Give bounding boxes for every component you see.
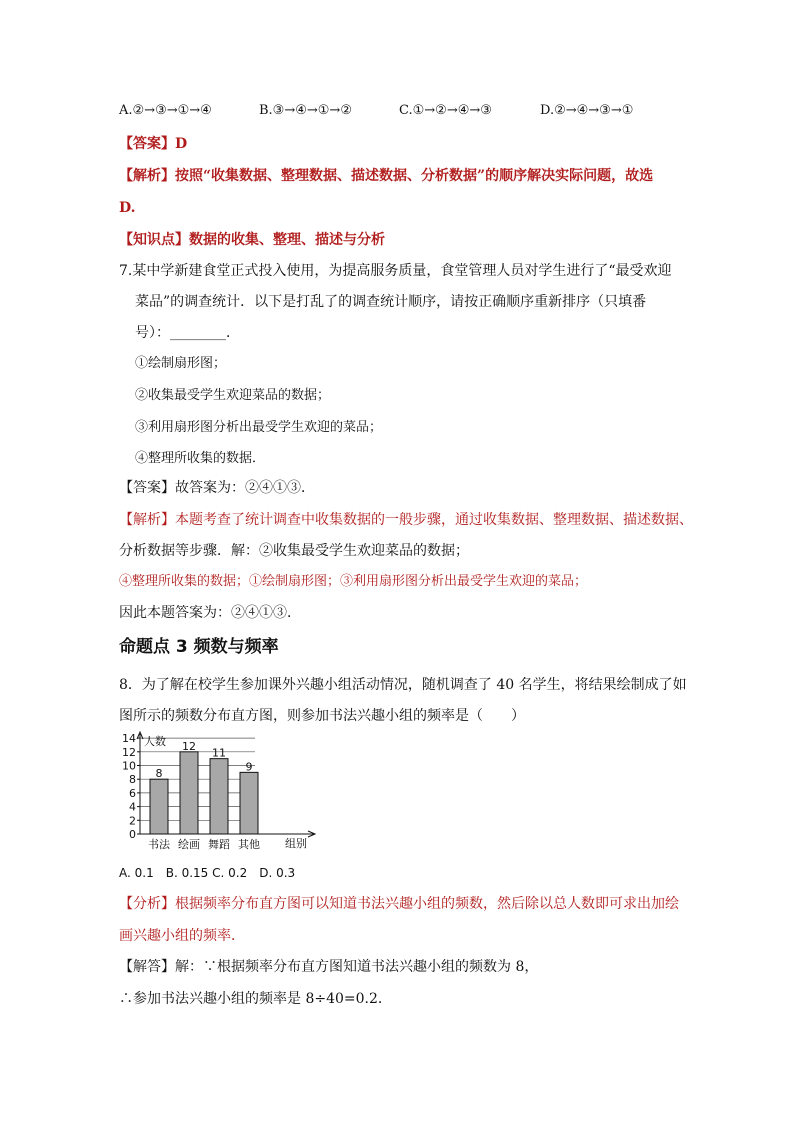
data-label: 12 [182, 739, 196, 753]
y-tick-label: 12 [122, 745, 136, 759]
q8-options: A. 0.1 B. 0.15 C. 0.2 D. 0.3 [119, 866, 296, 880]
y-tick-label: 2 [129, 814, 136, 828]
q6-analysis-line2: D. [119, 200, 136, 216]
x-axis-label: 组别 [285, 837, 307, 850]
data-label: 11 [212, 746, 226, 760]
category-label: 其他 [238, 838, 260, 851]
q8-stem-line1: 8．为了解在校学生参加课外兴趣小组活动情况，随机调查了 40 名学生，将结果绘制成了如 [119, 677, 687, 693]
option-c: C.①→②→④→③ [399, 103, 492, 118]
bar-绘画 [180, 752, 198, 834]
bar-书法 [150, 779, 168, 834]
q8-solution-line1: 【解答】解：∵根据频率分布直方图知道书法兴趣小组的频数为 8， [119, 959, 539, 975]
data-label: 8 [155, 767, 163, 781]
q6-analysis-line1: 【解析】按照“收集数据、整理数据、描述数据、分析数据”的顺序解决实际问题，故选 [119, 168, 654, 184]
q6-answer: 【答案】D [119, 136, 188, 152]
q6-knowledge: 【知识点】数据的收集、整理、描述与分析 [119, 232, 385, 248]
option-d: D.②→④→③→① [540, 103, 634, 118]
y-tick-label: 6 [129, 786, 136, 800]
y-tick-label: 4 [129, 800, 136, 814]
category-label: 书法 [148, 838, 170, 851]
q7-step-2: ②收集最受学生欢迎菜品的数据； [135, 388, 331, 403]
section-title: 命题点 3 频数与频率 [119, 637, 279, 657]
q7-stem-line1: 7.某中学新建食堂正式投入使用，为提高服务质量，食堂管理人员对学生进行了“最受欢迎 [119, 263, 672, 279]
y-tick-label: 0 [129, 828, 136, 841]
q8-stem-line2: 图所示的频数分布直方图，则参加书法兴趣小组的频率是（ ） [119, 708, 525, 724]
category-label: 舞蹈 [208, 838, 230, 851]
q7-step-4: ④整理所收集的数据． [135, 451, 266, 466]
bar-舞蹈 [210, 759, 228, 834]
q7-analysis-line2: 分析数据等步骤．解：②收集最受学生欢迎菜品的数据； [119, 543, 469, 559]
q8-analysis-line1: 【分析】根据频率分布直方图可以知道书法兴趣小组的频数，然后除以总人数即可求出加绘 [119, 896, 679, 912]
y-tick-label: 10 [122, 759, 136, 773]
y-tick-label: 8 [129, 773, 136, 787]
option-a: A.②→③→①→④ [119, 103, 212, 118]
q7-stem-line2: 菜品”的调查统计．以下是打乱了的调查统计顺序，请按正确顺序重新排序（只填番 [135, 294, 647, 310]
q7-analysis-line1: 【解析】本题考查了统计调查中收集数据的一般步骤，通过收集数据、整理数据、描述数据、 [119, 512, 693, 528]
q7-answer: 【答案】故答案为：②④①③． [119, 480, 315, 496]
q7-step-1: ①绘制扇形图； [135, 356, 227, 371]
option-b: B.③→④→①→② [259, 103, 352, 118]
category-label: 绘画 [178, 838, 200, 851]
y-tick-label: 14 [122, 732, 136, 746]
q8-analysis-line2: 画兴趣小组的频率． [119, 928, 245, 944]
data-label: 9 [245, 760, 253, 774]
q7-stem-line3: 号）：________． [135, 325, 240, 341]
q7-analysis-line3: ④整理所收集的数据；①绘制扇形图；③利用扇形图分析出最受学生欢迎的菜品； [119, 574, 588, 589]
bar-其他 [240, 772, 258, 834]
q7-step-3: ③利用扇形图分析出最受学生欢迎的菜品； [135, 420, 383, 435]
y-axis-label: 人数 [144, 735, 166, 748]
q8-solution-line2: ∴参加书法兴趣小组的频率是 8÷40=0.2． [119, 991, 392, 1007]
q7-conclusion: 因此本题答案为：②④①③． [119, 605, 301, 621]
frequency-histogram [110, 730, 320, 855]
